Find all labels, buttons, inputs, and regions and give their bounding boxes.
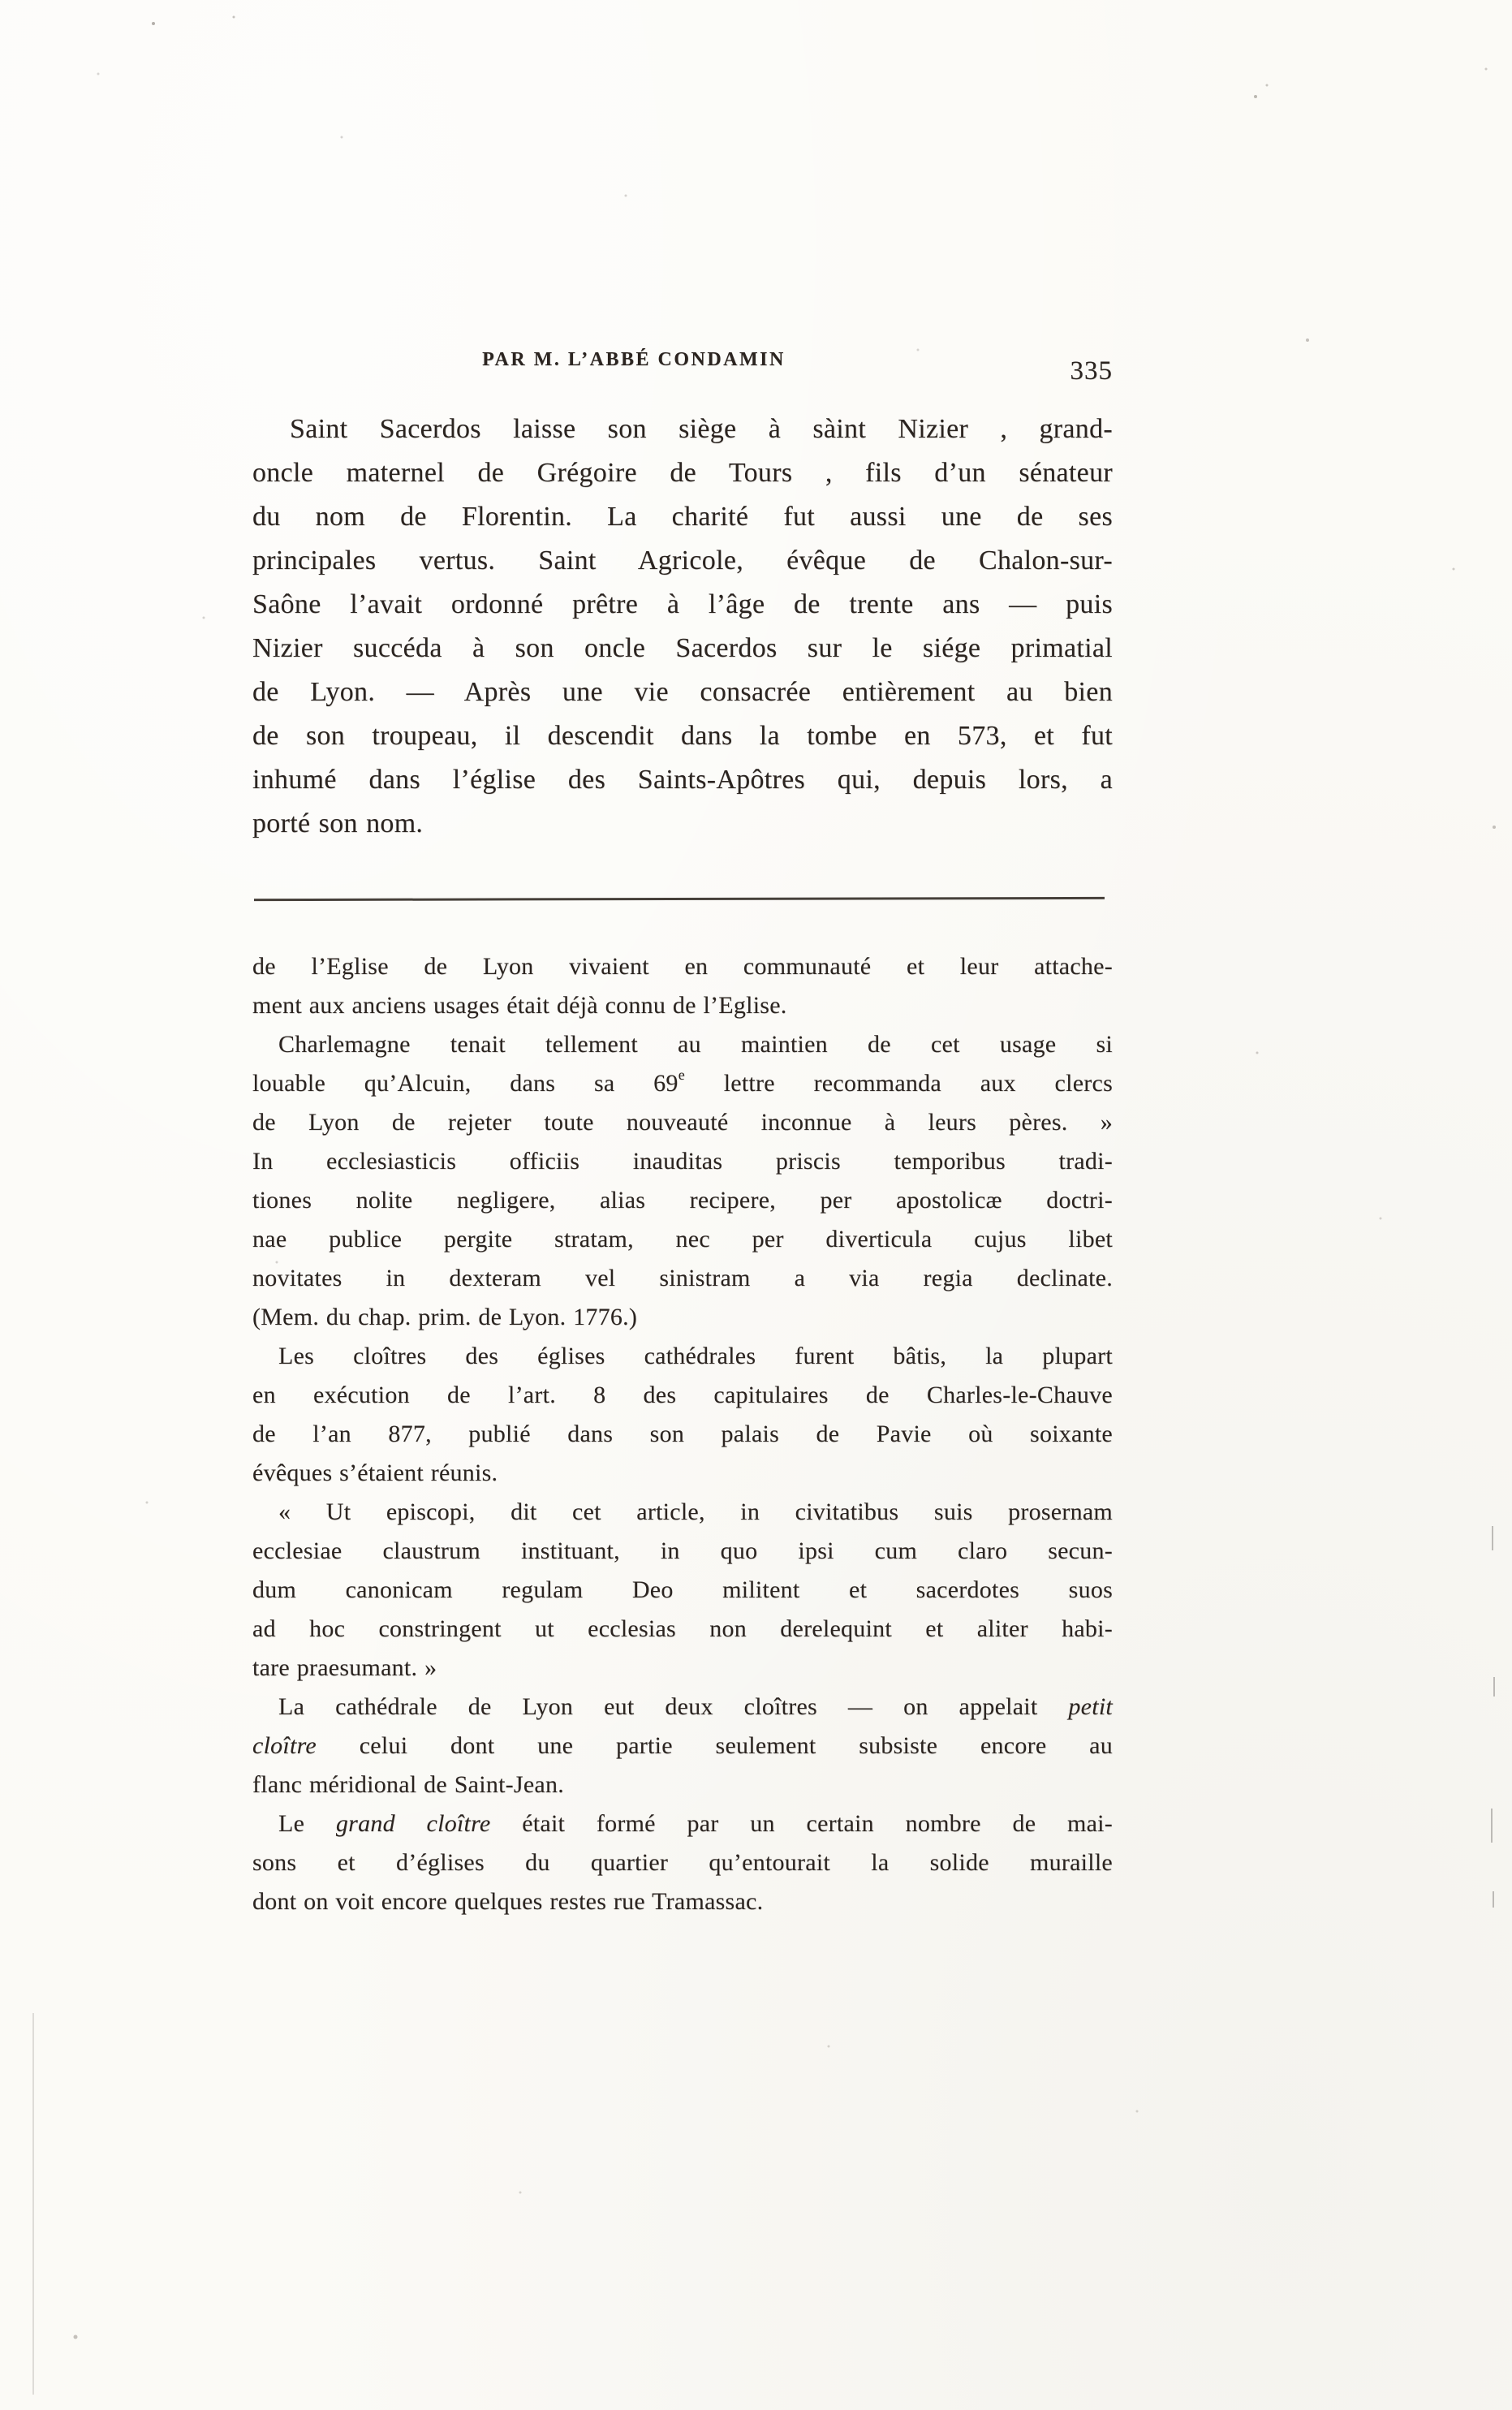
text-line [252, 1727, 1113, 1765]
text-segment: novitates in dexteram vel sinistram a via regia declinate. [252, 1265, 1113, 1291]
text-segment: In ecclesiasticis officiis inauditas priscis temporibus tradi- [252, 1148, 1113, 1175]
text-segment: évêques s’étaient réunis. [252, 1459, 498, 1486]
text-line [252, 714, 1113, 758]
text-line [252, 1493, 1113, 1532]
scan-dust-specks [0, 0, 2, 2]
text-segment: en exécution de l’art. 8 des capitulaires de Charles-le-Chauve [252, 1382, 1113, 1408]
text-line [252, 947, 1113, 986]
text-segment: de l’an 877, publié dans son palais de Pavie où soixante [252, 1421, 1113, 1447]
text-segment: tare praesumant. » [252, 1654, 437, 1681]
text-line [252, 1610, 1113, 1649]
text-segment: (Mem. du chap. prim. de Lyon. 1776.) [252, 1304, 638, 1330]
text-segment: Les cloîtres des églises cathédrales furent bâtis, la plupart [278, 1343, 1113, 1369]
text-segment: Charlemagne tenait tellement au maintien de cet usage si [278, 1031, 1113, 1058]
text-line [252, 539, 1113, 583]
text-segment: celui dont une partie seulement subsiste encore au [316, 1732, 1113, 1759]
text-segment: sons et d’églises du quartier qu’entourait la solide muraille [252, 1849, 1113, 1876]
text-line [252, 495, 1113, 539]
paragraph [252, 1804, 1113, 1921]
paragraph [252, 1688, 1113, 1804]
text-line [252, 407, 1113, 451]
text-line [252, 986, 1113, 1025]
text-line [252, 1688, 1113, 1727]
paragraph [252, 407, 1113, 846]
page-fold-line [32, 2013, 34, 2395]
italic-text-segment: petit [1068, 1693, 1113, 1720]
text-segment: Nizier succéda à son oncle Sacerdos sur le siége primatial [252, 633, 1113, 663]
text-line [252, 1025, 1113, 1064]
text-segment: de son troupeau, il descendit dans la tombe en 573, et fut [252, 721, 1113, 751]
italic-text-segment: cloître [252, 1732, 317, 1759]
text-line [252, 670, 1113, 714]
main-paragraph-block [252, 407, 1113, 846]
text-column [252, 349, 1113, 1921]
text-segment: Le [278, 1810, 336, 1837]
section-separator-rule [254, 897, 1105, 901]
text-line [252, 1298, 1113, 1337]
text-segment: Saône l’avait ordonné prêtre à l’âge de trente ans — puis [252, 589, 1113, 619]
page-number: 335 [1070, 356, 1113, 386]
text-segment: La cathédrale de Lyon eut deux cloîtres — on appelait [278, 1693, 1069, 1720]
paragraph [252, 1493, 1113, 1688]
text-segment: Saint Sacerdos laisse son siège à sàint Nizier , grand- [290, 414, 1113, 444]
text-line [252, 1454, 1113, 1493]
text-line [252, 1259, 1113, 1298]
page-edge-mark [1493, 1677, 1495, 1696]
text-line [252, 1103, 1113, 1142]
text-line [252, 1376, 1113, 1415]
text-segment: lettre recommanda aux clercs [684, 1070, 1114, 1097]
page-edge-mark [1492, 1526, 1493, 1550]
running-title: PAR M. L’ABBÉ CONDAMIN [482, 349, 786, 370]
text-line [252, 627, 1113, 670]
paragraph [252, 1337, 1113, 1493]
text-line [252, 1882, 1113, 1921]
text-line [252, 1337, 1113, 1376]
text-segment: e [678, 1067, 685, 1084]
page-edge-mark [1493, 1891, 1494, 1908]
page-edge-mark [1491, 1809, 1493, 1843]
text-segment: était formé par un certain nombre de mai- [490, 1810, 1113, 1837]
text-segment: inhumé dans l’église des Saints-Apôtres qui, depuis lors, a [252, 765, 1113, 795]
text-line [252, 1181, 1113, 1220]
text-segment: ment aux anciens usages était déjà connu de l’Eglise. [252, 992, 787, 1019]
text-line [252, 1220, 1113, 1259]
text-line [252, 1649, 1113, 1688]
text-segment: dum canonicam regulam Deo militent et sacerdotes suos [252, 1576, 1113, 1603]
text-segment: louable qu’Alcuin, dans sa 69 [252, 1070, 678, 1097]
paragraph [252, 947, 1113, 1025]
text-segment: dont on voit encore quelques restes rue Tramassac. [252, 1888, 764, 1915]
page-header [252, 349, 1113, 386]
footnote-block [252, 947, 1113, 1921]
text-segment: ecclesiae claustrum instituant, in quo ipsi cum claro secun- [252, 1537, 1113, 1564]
text-line [252, 1415, 1113, 1454]
text-segment: de Lyon de rejeter toute nouveauté inconnue à leurs pères. » [252, 1109, 1113, 1136]
text-line [252, 1532, 1113, 1571]
paragraph [252, 1025, 1113, 1337]
text-segment: principales vertus. Saint Agricole, évêque de Chalon-sur- [252, 545, 1113, 576]
italic-text-segment: grand cloître [335, 1810, 491, 1837]
text-line [252, 802, 1113, 846]
text-segment: tiones nolite negligere, alias recipere, per apostolicæ doctri- [252, 1187, 1113, 1214]
text-line [252, 1064, 1113, 1103]
text-line [252, 1765, 1113, 1804]
text-segment: oncle maternel de Grégoire de Tours , fils d’un sénateur [252, 458, 1113, 488]
text-line [252, 1843, 1113, 1882]
text-segment: ad hoc constringent ut ecclesias non derelequint et aliter habi- [252, 1615, 1113, 1642]
text-line [252, 451, 1113, 495]
text-segment: de l’Eglise de Lyon vivaient en communauté et leur attache- [252, 953, 1113, 980]
text-segment: porté son nom. [252, 808, 424, 839]
text-segment: du nom de Florentin. La charité fut aussi une de ses [252, 502, 1113, 532]
text-segment: de Lyon. — Après une vie consacrée entièrement au bien [252, 677, 1113, 707]
text-line [252, 583, 1113, 627]
text-line [252, 1142, 1113, 1181]
text-segment: nae publice pergite stratam, nec per diverticula cujus libet [252, 1226, 1113, 1252]
text-line [252, 758, 1113, 802]
text-segment: « Ut episcopi, dit cet article, in civitatibus suis prosernam [278, 1498, 1113, 1525]
text-line [252, 1571, 1113, 1610]
text-line [252, 1804, 1113, 1843]
text-segment: flanc méridional de Saint-Jean. [252, 1771, 564, 1798]
